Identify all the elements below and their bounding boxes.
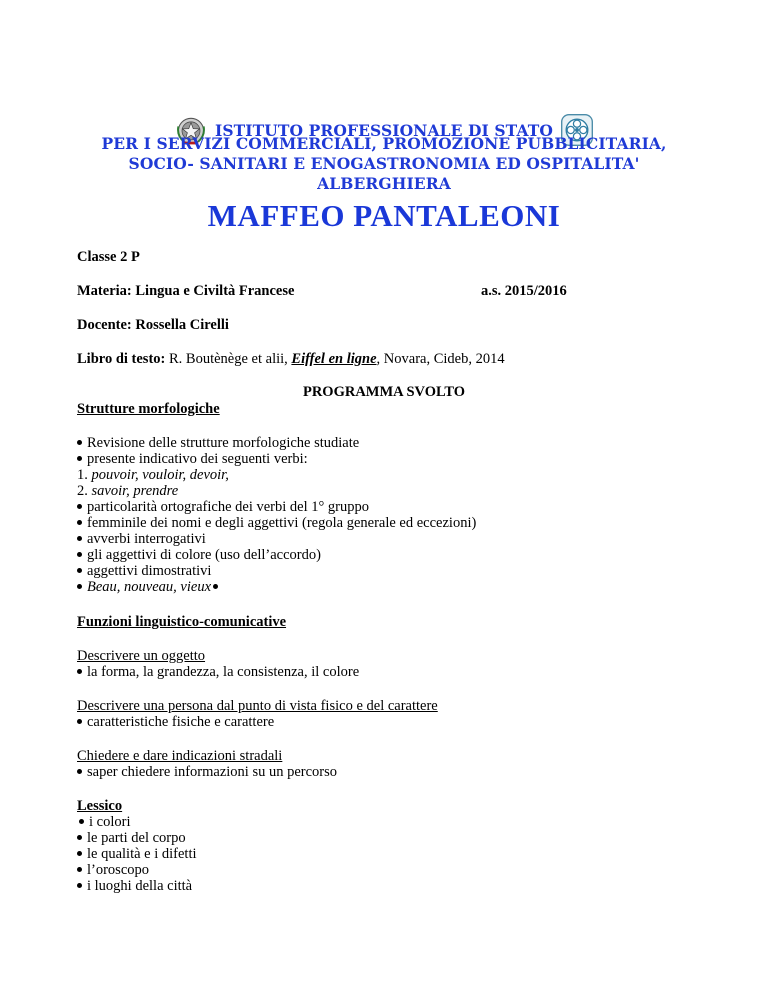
list-item: saper chiedere informazioni su un percorso (77, 764, 337, 781)
bullet-icon (77, 440, 82, 445)
list-item: presente indicativo dei seguenti verbi: (77, 451, 308, 468)
header-line-2: PER I SERVIZI COMMERCIALI, PROMOZIONE PUBBLICITARIA, (101, 134, 667, 153)
bullet-icon (77, 456, 82, 461)
teacher-label: Docente: Rossella Cirelli (77, 317, 229, 333)
section-heading-strutture: Strutture morfologiche (77, 401, 220, 417)
list-item: le parti del corpo (77, 830, 186, 847)
list-item: avverbi interrogativi (77, 531, 206, 548)
header-line-3: SOCIO- SANITARI E ENOGASTRONOMIA ED OSPITALITA' (128, 154, 640, 173)
bullet-icon (77, 835, 82, 840)
list-item: i luoghi della città (77, 878, 192, 895)
bullet-icon (77, 552, 82, 557)
textbook-publisher: , Novara, Cideb, 2014 (376, 351, 505, 367)
school-year-label: a.s. 2015/2016 (481, 283, 567, 299)
header-institute-type: ISTITUTO PROFESSIONALE DI STATO (215, 120, 553, 140)
bullet-icon (77, 719, 82, 724)
header-line-4: ALBERGHIERA (317, 174, 451, 193)
section-heading-lessico: Lessico (77, 798, 123, 814)
list-item: Revisione delle strutture morfologiche studiate (77, 435, 359, 452)
list-item: Beau, nouveau, vieux (77, 579, 218, 596)
bullet-icon (77, 520, 82, 525)
list-item: particolarità ortografiche dei verbi del 1° gruppo (77, 499, 369, 516)
textbook-authors: R. Boutènège et alii, (165, 351, 292, 367)
list-item: i colori (79, 814, 130, 831)
list-item: le qualità e i difetti (77, 846, 197, 863)
section-heading-funzioni: Funzioni linguistico-comunicative (77, 614, 287, 630)
list-item: 1. pouvoir, vouloir, devoir, (77, 467, 229, 483)
bullet-icon (77, 867, 82, 872)
list-item: gli aggettivi di colore (uso dell’accordo) (77, 547, 321, 564)
subject-label: Materia: Lingua e Civiltà Francese (77, 283, 295, 299)
bullet-icon (77, 504, 82, 509)
list-item: 2. savoir, prendre (77, 483, 179, 499)
school-name-title: MAFFEO PANTALEONI (207, 198, 561, 233)
textbook-line (77, 351, 505, 368)
bullet-icon (77, 669, 82, 674)
subsection-heading: Chiedere e dare indicazioni stradali (77, 748, 283, 764)
bullet-icon (77, 883, 82, 888)
bullet-icon (77, 769, 82, 774)
textbook-title: Eiffel en ligne (291, 351, 377, 367)
bullet-icon (77, 851, 82, 856)
list-item: aggettivi dimostrativi (77, 563, 211, 580)
subsection-heading: Descrivere un oggetto (77, 648, 206, 664)
bullet-icon (77, 536, 82, 541)
list-item: la forma, la grandezza, la consistenza, il colore (77, 664, 359, 681)
list-item: caratteristiche fisiche e carattere (77, 714, 274, 731)
list-item: l’oroscopo (77, 862, 149, 879)
textbook-label: Libro di testo: (77, 351, 166, 367)
program-title: PROGRAMMA SVOLTO (302, 384, 466, 400)
bullet-icon (79, 819, 84, 824)
class-label: Classe 2 P (77, 249, 140, 265)
bullet-icon (77, 584, 82, 589)
subsection-heading: Descrivere una persona dal punto di vista fisico e del carattere (77, 698, 438, 714)
bullet-icon (213, 584, 218, 589)
bullet-icon (77, 568, 82, 573)
list-item: femminile dei nomi e degli aggettivi (regola generale ed eccezioni) (77, 515, 476, 532)
